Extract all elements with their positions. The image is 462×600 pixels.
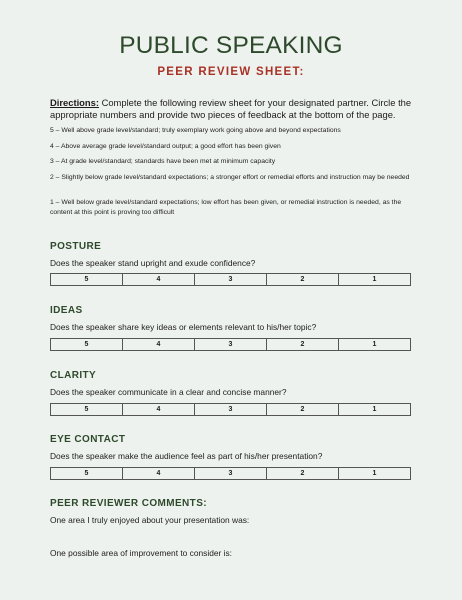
scale-description-4: 4 – Above average grade level/standard output; a good effort has been given [50, 143, 281, 150]
rating-row-posture [50, 273, 411, 286]
scale-description-5: 5 – Well above grade level/standard; truly exemplary work going above and beyond expectations [50, 127, 341, 134]
rating-option-1[interactable]: 1 [372, 406, 377, 413]
rating-row-clarity [50, 403, 411, 416]
rating-option-2[interactable]: 2 [267, 339, 339, 350]
rating-option-2[interactable]: 2 [267, 404, 339, 415]
question-ideas: Does the speaker share key ideas or elements relevant to his/her topic? [50, 322, 317, 332]
section-title-ideas: IDEAS [50, 305, 83, 316]
rating-option-4[interactable]: 4 [123, 468, 195, 479]
directions-text: Complete the following review sheet for your designated partner. Circle the appropriate numbers and provide two pieces of feedback at the bottom of the page. [50, 97, 412, 121]
comment-prompt-enjoyed: One area I truly enjoyed about your presentation was: [50, 515, 250, 525]
page-subtitle: PEER REVIEW SHEET: [157, 66, 305, 78]
section-title-eye-contact: EYE CONTACT [50, 434, 126, 445]
directions-label: Directions: [50, 97, 99, 108]
rating-row-eye-contact [50, 467, 411, 480]
rating-option-5[interactable]: 5 [51, 468, 123, 479]
rating-option-2[interactable]: 2 [267, 274, 339, 285]
rating-option-5[interactable]: 5 [51, 404, 123, 415]
rating-option-4[interactable]: 4 [123, 274, 195, 285]
rating-option-5[interactable]: 5 [51, 274, 123, 285]
rating-option-4[interactable]: 4 [123, 339, 195, 350]
rating-option-4[interactable]: 4 [123, 404, 195, 415]
comment-prompt-improvement: One possible area of improvement to consider is: [50, 548, 233, 558]
question-eye-contact: Does the speaker make the audience feel as part of his/her presentation? [50, 451, 323, 461]
scale-description-2: 2 – Slightly below grade level/standard expectations; a stronger effort or remedial efforts and instruction may be needed [50, 174, 410, 181]
rating-option-5[interactable]: 5 [51, 339, 123, 350]
rating-option-3[interactable]: 3 [195, 339, 267, 350]
question-posture: Does the speaker stand upright and exude confidence? [50, 258, 256, 268]
section-title-clarity: CLARITY [50, 370, 97, 381]
rating-option-3[interactable]: 3 [195, 404, 267, 415]
rating-option-3[interactable]: 3 [195, 274, 267, 285]
scale-description-3: 3 – At grade level/standard; standards have been met at minimum capacity [50, 158, 276, 165]
rating-row-ideas [50, 338, 411, 351]
rating-option-3[interactable]: 3 [195, 468, 267, 479]
rating-option-2[interactable]: 2 [267, 468, 339, 479]
section-title-posture: POSTURE [50, 241, 102, 252]
rating-option-1[interactable]: 1 [372, 276, 377, 283]
rating-option-1[interactable]: 1 [372, 470, 377, 477]
directions-paragraph [50, 97, 422, 122]
section-title-comments: PEER REVIEWER COMMENTS: [50, 498, 207, 509]
page-title: PUBLIC SPEAKING [119, 32, 343, 59]
scale-description-1: 1 – Well below grade level/standard expectations; low effort has been given, or remedial instruction is needed, as the content at this point is proving too difficult [50, 199, 402, 217]
question-clarity: Does the speaker communicate in a clear and concise manner? [50, 387, 287, 397]
rating-option-1[interactable]: 1 [372, 341, 377, 348]
